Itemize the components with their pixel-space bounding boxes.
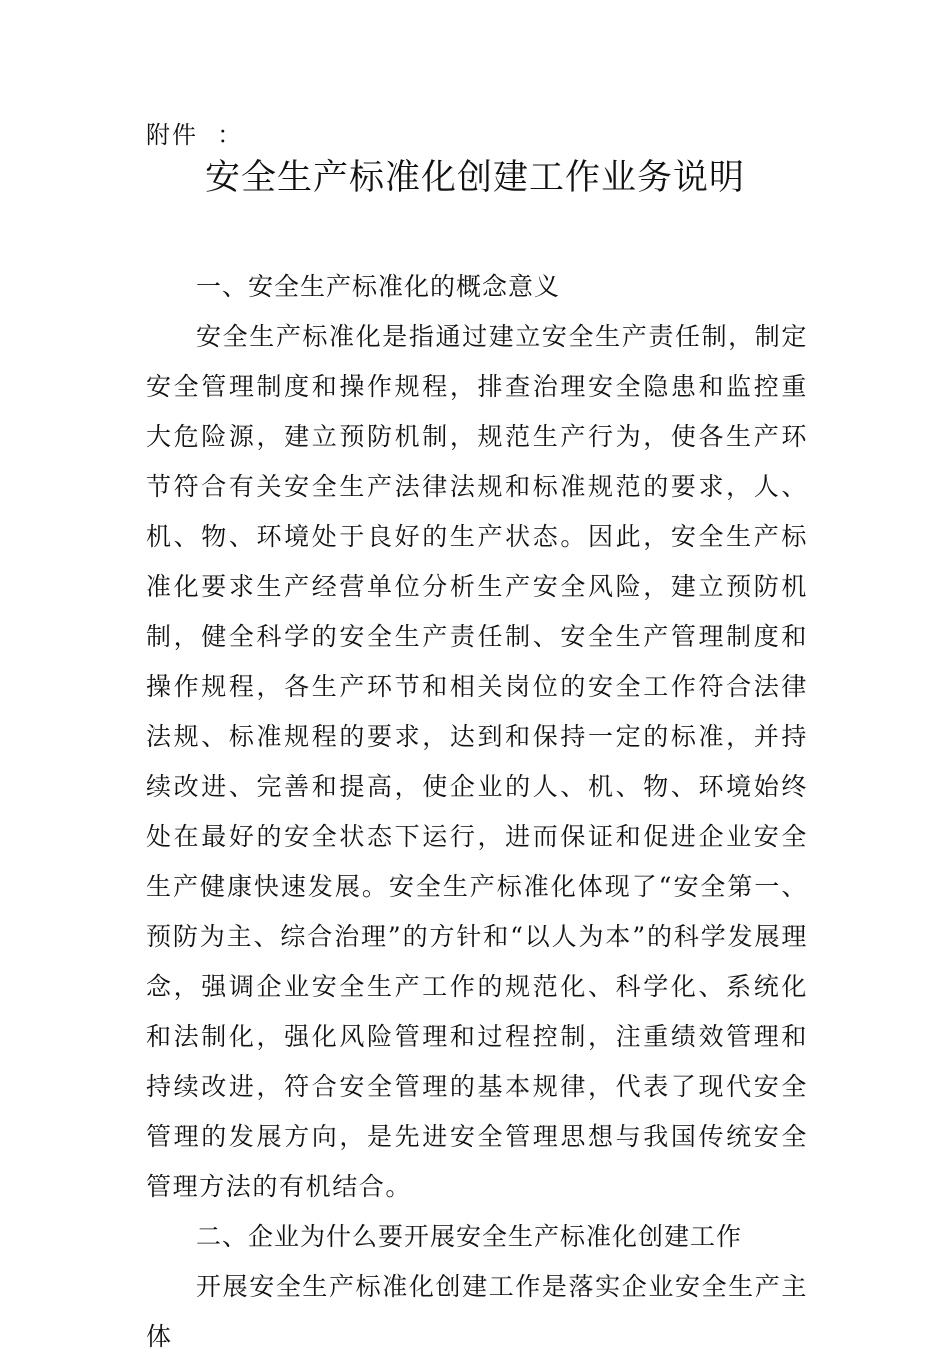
document-title: 安全生产标准化创建工作业务说明 [204,158,745,198]
section-paragraph-2: 开展安全生产标准化创建工作是落实企业安全生产主体 [146,1272,808,1351]
section-heading-1: 一、安全生产标准化的概念意义 [196,272,561,301]
section-paragraph-1: 安全生产标准化是指通过建立安全生产责任制，制定安全管理制度和操作规程，排查治理安全隐患和监控重大危险源，建立预防机制，规范生产行为，使各生产环节符合有关安全生产法律法规和标准规范的要求，人、机、物、环境处于良好的生产状态。因此，安全生产标准化要求生产经营单位分析生产安全风险，建立预防机制，健全科学的安全生产责任制、安全生产管理制度和操作规程，各生产环节和相关岗位的安全工作符合法律法规、标准规程的要求，达到和保持一定的标准，并持续改进、完善和提高，使企业的人、机、物、环境始终处在最好的安全状态下运行，进而保证和促进企业安全生产健康快速发展。安全生产标准化体现了“安全第一、预防为主、综合治理”的方针和“以人为本”的科学发展理念，强调企业安全生产工作的规范化、科学化、系统化和法制化，强化风险管理和过程控制，注重绩效管理和持续改进，符合安全管理的基本规律，代表了现代安全管理的发展方向，是先进安全管理思想与我国传统安全管理方法的有机结合。 [146,322,808,1201]
section-heading-2: 二、企业为什么要开展安全生产标准化创建工作 [196,1222,743,1251]
document-body [146,262,808,1362]
attachment-label: 附件 ： [146,121,244,149]
